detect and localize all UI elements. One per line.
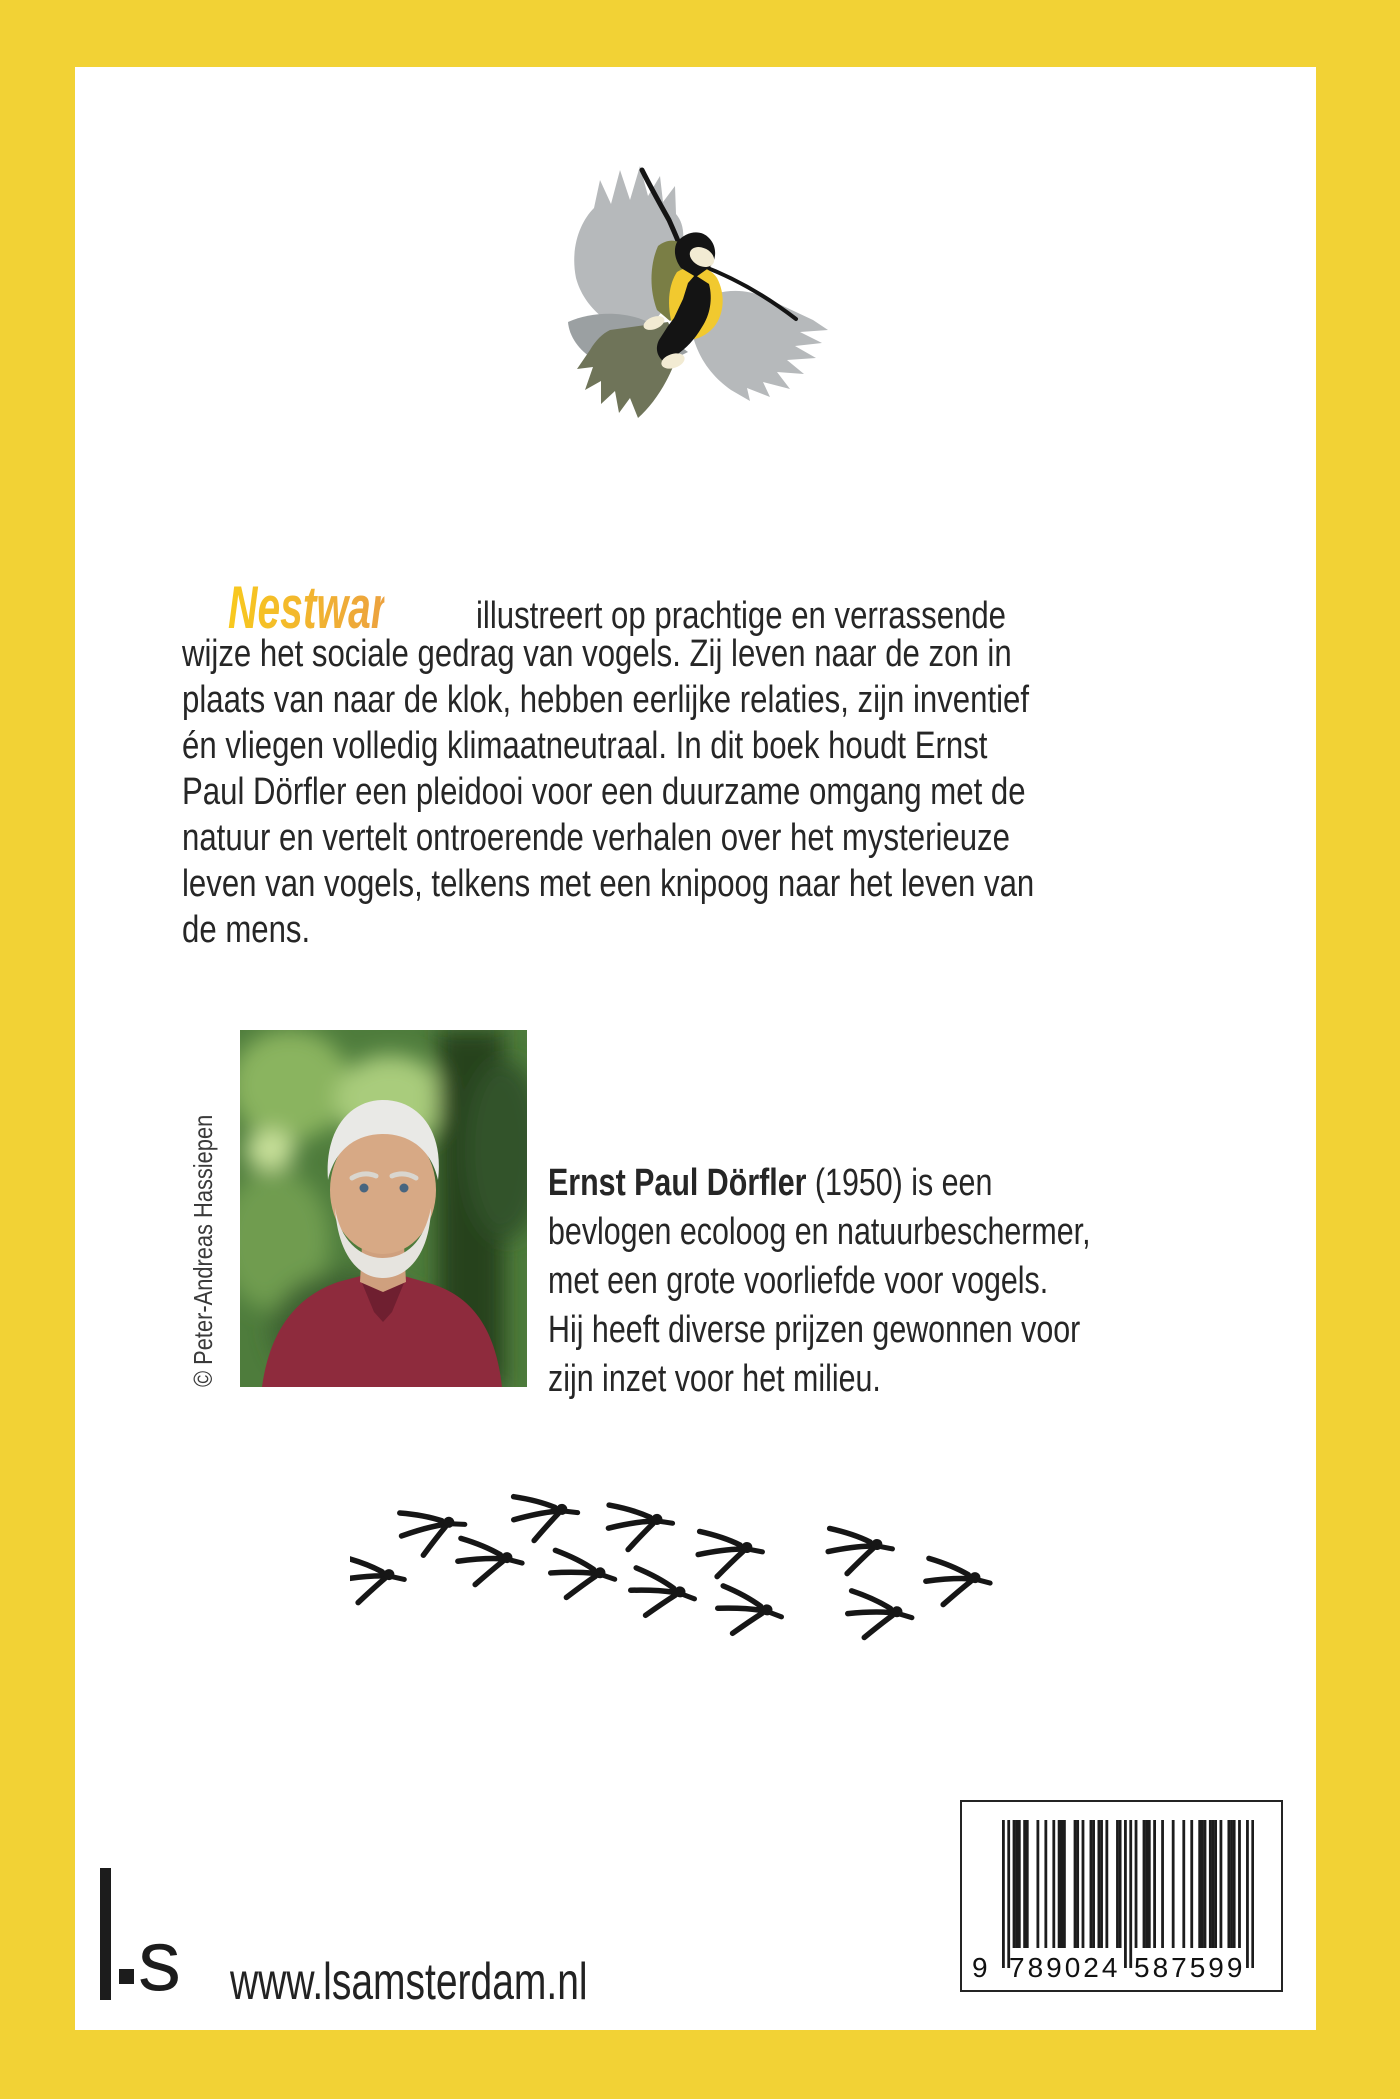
great-tit-flying-icon (550, 160, 840, 425)
photo-credit: © Peter-Andreas Hassiepen (188, 1114, 218, 1387)
blurb-line: Paul Dörfler een pleidooi voor een duurzame omgang met de (182, 771, 1026, 813)
barcode-digits-left: 789024 (1009, 1952, 1121, 1983)
barcode-digits-right: 587599 (1134, 1952, 1246, 1983)
logo-s: s (138, 1913, 181, 2009)
author-name: Ernst Paul Dörfler (548, 1162, 807, 1204)
logo-dot (119, 1969, 134, 1984)
blurb-line: natuur en vertelt ontroerende verhalen over het mysterieuze (182, 817, 1010, 859)
blurb-line-text: illustreert op prachtige en verrassende (476, 595, 1007, 637)
blurb-line: plaats van naar de klok, hebben eerlijke relaties, zijn inventief (182, 679, 1030, 721)
author-photo (240, 1030, 527, 1387)
barcode (960, 1800, 1283, 1992)
blurb-line: de mens. (182, 909, 311, 951)
book-title: Nestwarmte (228, 574, 460, 641)
bird-footprints-icon (350, 1480, 1010, 1650)
blurb-line: wijze het sociale gedrag van vogels. Zij leven naar de zon in (182, 633, 1012, 675)
barcode-bars (1002, 1820, 1254, 1968)
blurb-line (182, 574, 1221, 641)
logo-l-bar (100, 1868, 111, 2000)
barcode-digit-first: 9 (972, 1952, 988, 1983)
blurb-line: leven van vogels, telkens met een knipoog naar het leven van (182, 863, 1035, 905)
website-text: www.lsamsterdam.nl (230, 1953, 588, 2011)
blurb (182, 574, 1221, 953)
author-bio: Ernst Paul Dörfler (1950) is een bevlogen ecoloog en natuurbeschermer, met een grote voorliefde voor vogels. Hij heeft diverse prijzen gewonnen voor zijn inzet voor het milieu. (548, 1162, 1091, 1400)
blurb-line: én vliegen volledig klimaatneutraal. In dit boek houdt Ernst (182, 725, 988, 767)
